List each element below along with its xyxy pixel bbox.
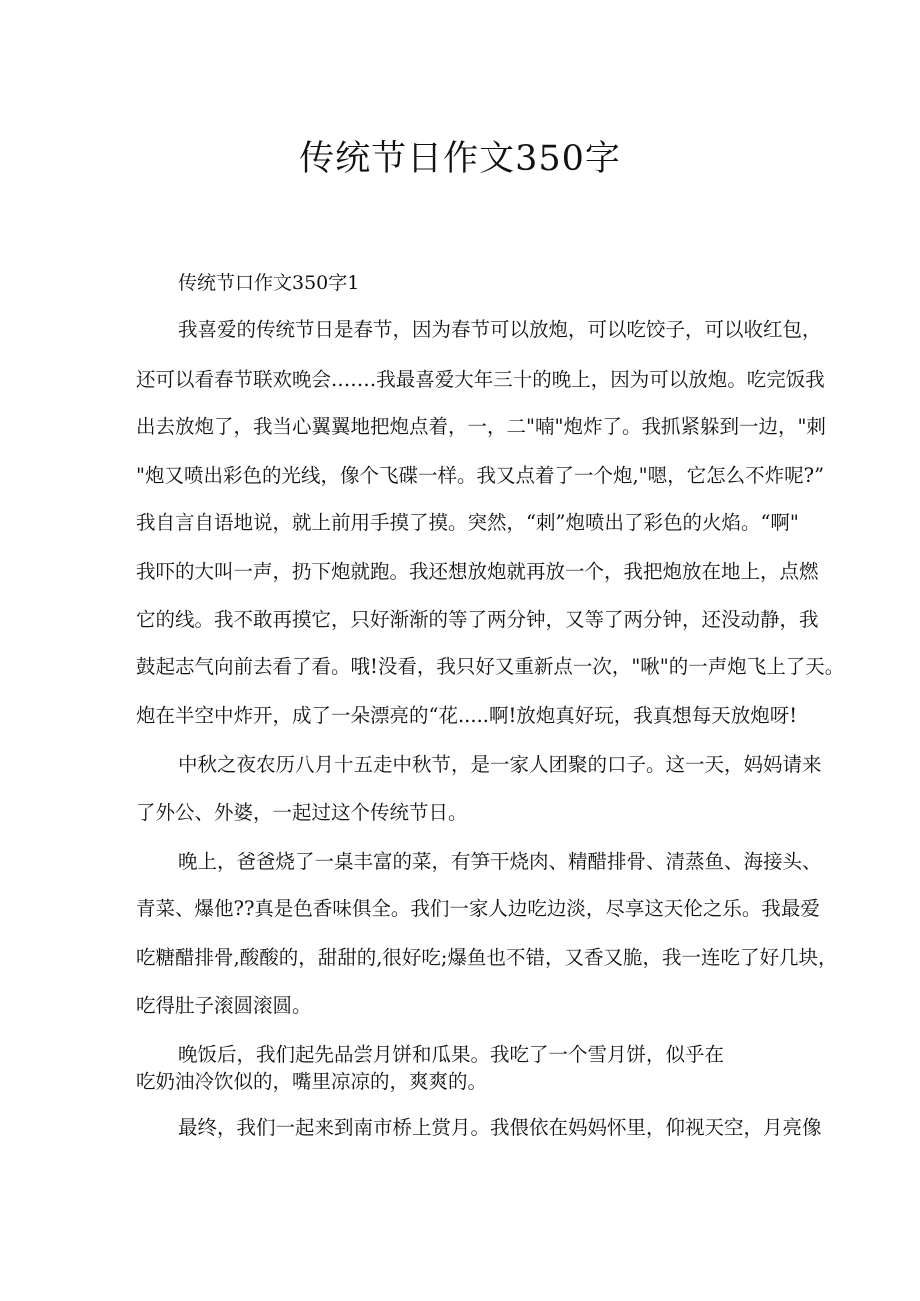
- text-line: 吃奶油冷饮似的，嘴里凉凉的，爽爽的。: [136, 1070, 488, 1093]
- text-line: 晚上，爸爸烧了一桌丰富的菜，有笋干烧肉、精醋排骨、清蒸鱼、海接头、: [178, 850, 822, 873]
- text-line: 我自言自语地说，就上前用手摸了摸。突然，“刺”炮喷出了彩色的火焰。“啊": [136, 511, 799, 534]
- text-line: 它的线。我不敢再摸它，只好渐渐的等了两分钟，又等了两分钟，还没动静，我: [136, 608, 819, 631]
- text-line: 我吓的大叫一声，扔下炮就跑。我还想放炮就再放一个，我把炮放在地上，点燃: [136, 560, 819, 583]
- text-line: 了外公、外婆，一起过这个传统节日。: [136, 801, 468, 824]
- text-line: 吃得肚子滚圆滚圆。: [136, 994, 312, 1017]
- text-line: 吃糖醋排骨,酸酸的，甜甜的,很好吃;爆鱼也不错，又香又脆，我一连吃了好几块，: [136, 946, 838, 969]
- text-line: 出去放炮了，我当心翼翼地把炮点着，一，二"喃"炮炸了。我抓紧躲到一边，"刺: [136, 415, 826, 438]
- section-subtitle: 传统节口作文350字1: [178, 272, 360, 294]
- text-line: 中秋之夜农历八月十五走中秋节，是一家人团聚的口子。这一天，妈妈请来: [178, 753, 822, 776]
- text-line: 还可以看春节联欢晚会.……我最喜爱大年三十的晚上，因为可以放炮。吃完饭我: [136, 368, 825, 391]
- text-line: 我喜爱的传统节日是春节，因为春节可以放炮，可以吃饺子，可以收红包，: [178, 318, 822, 341]
- document-title: 传统节日作文350字: [299, 139, 621, 179]
- text-line: 鼓起志气向前去看了看。哦!没看，我只好又重新点一次，"啾"的一声炮飞上了天。: [136, 655, 845, 678]
- text-line: 晚饭后，我们起先品尝月饼和瓜果。我吃了一个雪月饼，似乎在: [178, 1043, 725, 1066]
- text-line: "炮又喷出彩色的光线，像个飞碟一样。我又点着了一个炮,"嗯，它怎么不炸呢?”: [136, 464, 825, 487]
- text-line: 青菜、爆他??真是色香味俱全。我们一家人边吃边淡，尽享这天伦之乐。我最爱: [136, 897, 820, 920]
- text-line: 炮在半空中炸开，成了一朵漂亮的“花.....啊!放炮真好玩，我真想每天放炮呀!: [136, 704, 798, 727]
- text-line: 最终，我们一起来到南市桥上赏月。我偎依在妈妈怀里，仰视天空，月亮像: [178, 1116, 822, 1139]
